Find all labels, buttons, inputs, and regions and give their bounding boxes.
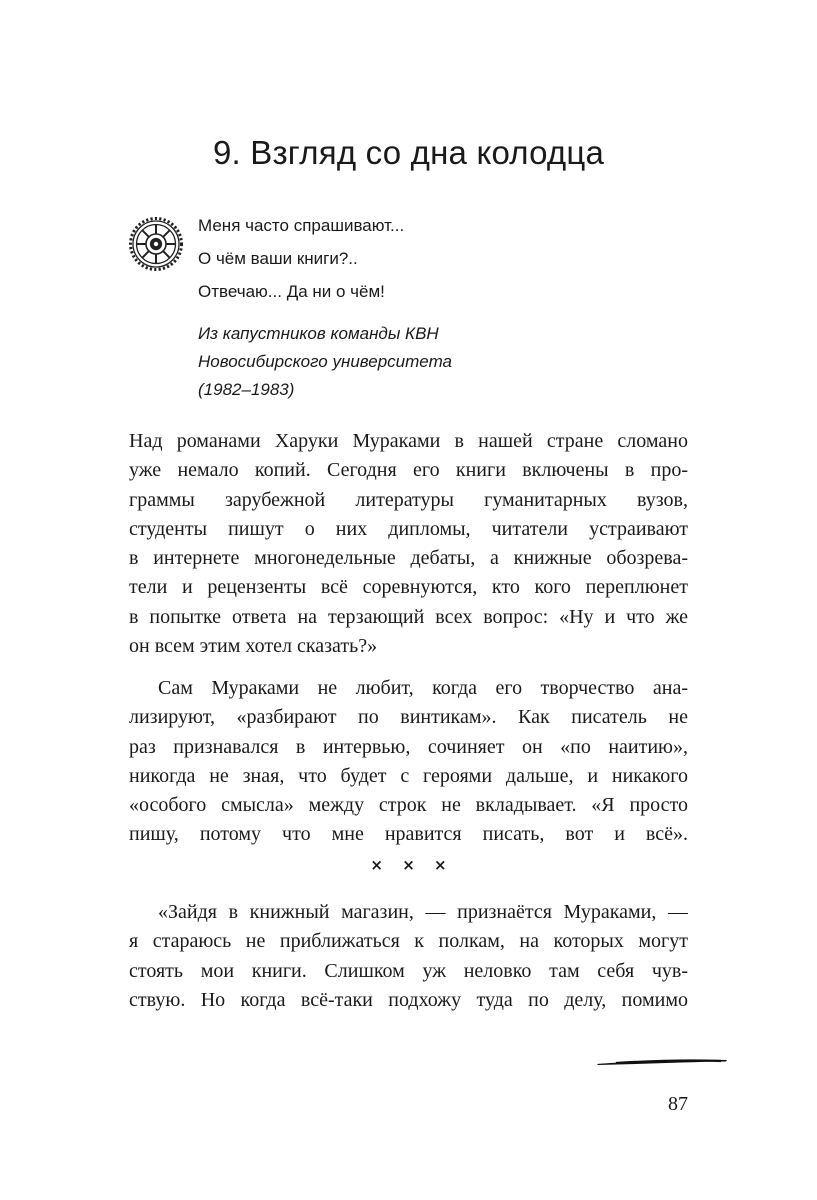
text-line: тели и рецензенты всё соревнуются, кто кого переплюнет [129, 576, 688, 599]
text-line: пишу, потому что мне нравится писать, вот и всё». [129, 823, 688, 846]
text-line: уже немало копий. Сегодня его книги включены в про- [129, 459, 688, 482]
text-line: «особого смысла» между строк не вкладывает. «Я просто [129, 794, 688, 817]
text-line: в интернете многонедельные дебаты, а книжные обозрева- [129, 547, 688, 570]
epigraph-line: Отвечаю... Да ни о чём! [198, 282, 385, 301]
text-line: студенты пишут о них дипломы, читатели устраивают [129, 517, 688, 540]
chapter-title: 9. Взгляд со дна колодца [212, 134, 605, 171]
text-line: Над романами Харуки Мураками в нашей стране сломано [129, 430, 688, 452]
section-separator: × × × [370, 856, 447, 874]
attribution-line: Новосибирского университета [198, 352, 452, 371]
text-line: он всем этим хотел сказать?» [129, 635, 378, 658]
text-line: раз признавался в интервью, сочиняет он «по наитию», [129, 735, 688, 758]
text-line: стоять мои книги. Слишком уж неловко там себя чув- [129, 959, 688, 982]
paragraph-1 [129, 427, 688, 661]
paragraph-3 [129, 898, 688, 1015]
text-line: граммы зарубежной литературы гуманитарных вузов, [129, 488, 688, 511]
attribution-line: Из капустников команды КВН [198, 324, 439, 343]
text-line: лизируют, «разбирают по винтикам». Как писатель не [129, 706, 688, 729]
text-line: в попытке ответа на терзающий всех вопрос: «Ну и что же [129, 605, 688, 628]
epigraph-line: Меня часто спрашивают... [198, 216, 405, 235]
gear-icon [128, 216, 184, 272]
paragraph-2 [129, 674, 688, 850]
text-line: Сам Мураками не любит, когда его творчество ана- [158, 677, 688, 699]
brush-stroke-decoration [596, 1055, 728, 1069]
text-line: ствую. Но когда всё-таки подхожу туда по делу, помимо [129, 988, 688, 1011]
attribution-line: (1982–1983) [198, 380, 295, 399]
epigraph-line: О чём ваши книги?.. [198, 249, 358, 268]
text-line: я стараюсь не приближаться к полкам, на которых могут [129, 930, 688, 953]
epigraph [198, 212, 628, 311]
text-line: никогда не зная, что будет с героями дальше, и никакого [129, 764, 688, 787]
epigraph-attribution [198, 320, 628, 404]
page-number: 87 [668, 1093, 688, 1115]
text-line: «Зайдя в книжный магазин, — признаётся Мураками, — [158, 901, 688, 923]
